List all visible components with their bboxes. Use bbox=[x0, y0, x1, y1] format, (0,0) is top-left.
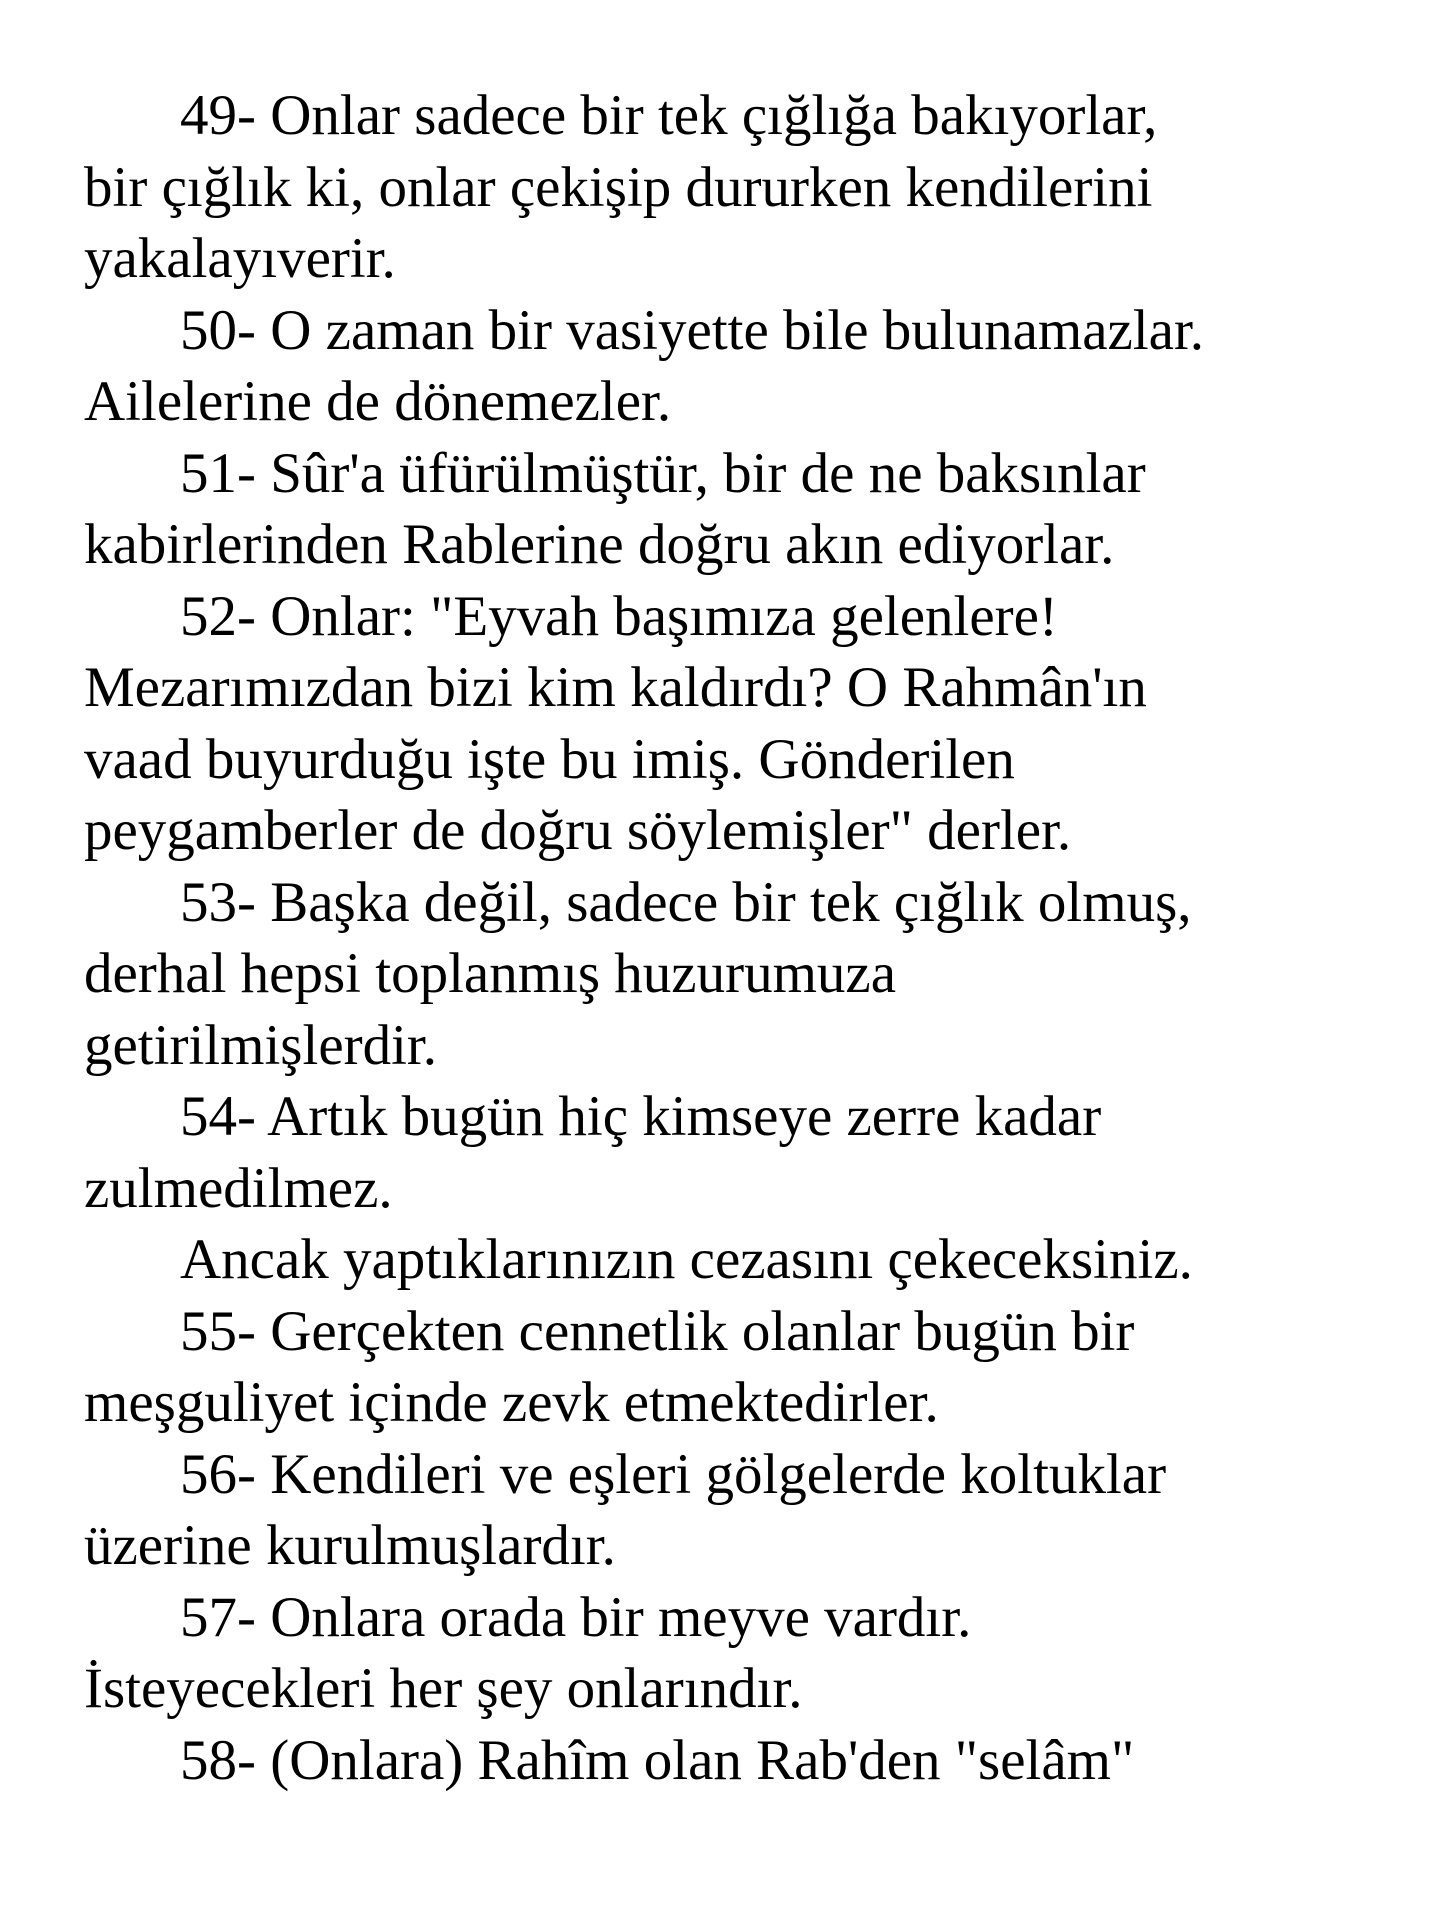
text-line: derhal hepsi toplanmış huzurumuza bbox=[84, 942, 897, 1005]
text-line: üzerine kurulmuşlardır. bbox=[84, 1514, 616, 1577]
text-line: zulmedilmez. bbox=[84, 1156, 393, 1220]
text-line: 52- Onlar: "Eyvah başımıza gelenlere! bbox=[180, 584, 1058, 648]
text-line: yakalayıverir. bbox=[84, 227, 396, 290]
text-line: 57- Onlara orada bir meyve vardır. bbox=[180, 1585, 972, 1649]
text-line: Mezarımızdan bizi kim kaldırdı? O Rahmân'ın bbox=[84, 656, 1147, 719]
text-line: 49- Onlar sadece bir tek çığlığa bakıyorlar, bbox=[180, 84, 1158, 147]
text-line: 53- Başka değil, sadece bir tek çığlık olmuş, bbox=[180, 870, 1192, 934]
text-line: İsteyecekleri her şey onlarındır. bbox=[84, 1657, 803, 1720]
text-line: bir çığlık ki, onlar çekişip dururken kendilerini bbox=[84, 155, 1153, 219]
text-line: Ailelerine de dönemezler. bbox=[84, 370, 672, 433]
text-line: vaad buyurduğu işte bu imiş. Gönderilen bbox=[84, 727, 1015, 791]
text-line: meşguliyet içinde zevk etmektedirler. bbox=[84, 1371, 939, 1434]
text-line: getirilmişlerdir. bbox=[84, 1013, 438, 1077]
text-line: 50- O zaman bir vasiyette bile bulunamazlar. bbox=[180, 298, 1205, 362]
text-line: peygamberler de doğru söylemişler" derler. bbox=[84, 799, 1072, 862]
text-line: 51- Sûr'a üfürülmüştür, bir de ne baksınlar bbox=[180, 441, 1146, 505]
text-line: 55- Gerçekten cennetlik olanlar bugün bir bbox=[180, 1299, 1135, 1363]
body-text bbox=[84, 80, 1414, 1796]
text-line: 58- (Onlara) Rahîm olan Rab'den "selâm" bbox=[180, 1728, 1135, 1792]
text-line: 56- Kendileri ve eşleri gölgelerde koltuklar bbox=[180, 1442, 1167, 1506]
text-line: 54- Artık bugün hiç kimseye zerre kadar bbox=[180, 1085, 1102, 1148]
text-line: kabirlerinden Rablerine doğru akın ediyorlar. bbox=[84, 513, 1115, 576]
text-line: Ancak yaptıklarınızın cezasını çekeceksiniz. bbox=[180, 1228, 1193, 1291]
